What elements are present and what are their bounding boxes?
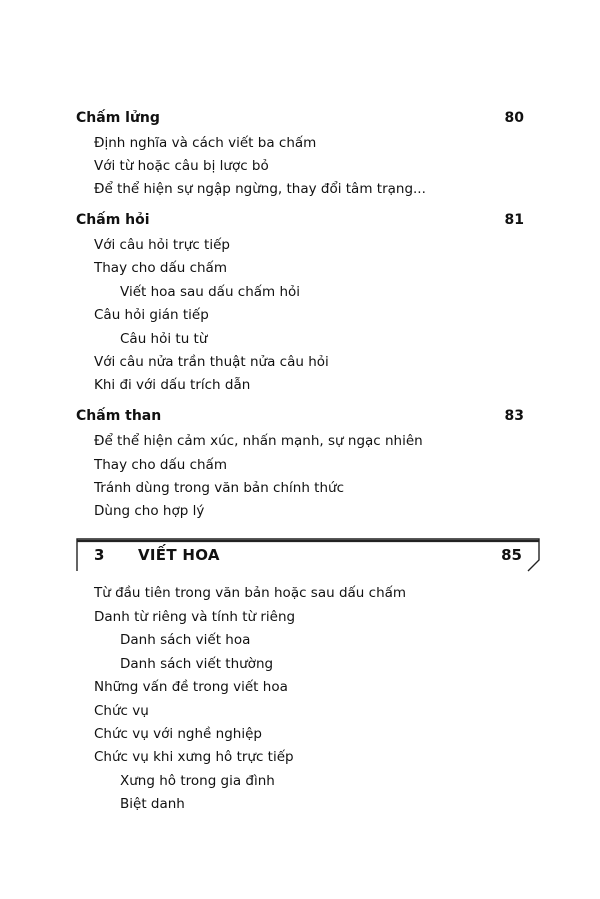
- toc-entry: Danh từ riêng và tính từ riêng: [94, 609, 296, 625]
- toc-entry: Từ đầu tiên trong văn bản hoặc sau dấu chấm: [94, 585, 407, 601]
- chapter-number: 3: [94, 546, 105, 564]
- section-page-number: 83: [504, 408, 524, 424]
- toc-entry: Để thể hiện cảm xúc, nhấn mạnh, sự ngạc nhiên: [94, 433, 423, 449]
- toc-entry: Chức vụ: [94, 703, 149, 719]
- toc-entry: Chức vụ với nghề nghiệp: [94, 726, 262, 742]
- section-title: Chấm hỏi: [76, 212, 150, 228]
- toc-entry: Thay cho dấu chấm: [94, 260, 227, 276]
- toc-entry: Với từ hoặc câu bị lược bỏ: [94, 158, 269, 174]
- chapter-banner: [76, 538, 540, 572]
- toc-entry: Câu hỏi gián tiếp: [94, 307, 209, 323]
- toc-subentry: Danh sách viết thường: [120, 656, 274, 672]
- toc-entry: Định nghĩa và cách viết ba chấm: [94, 135, 317, 151]
- toc-entry: Những vấn đề trong viết hoa: [94, 679, 288, 695]
- chapter-page-number: 85: [501, 546, 522, 564]
- chapter-title: VIẾT HOA: [138, 546, 220, 564]
- section-page-number: 80: [504, 110, 524, 126]
- toc-entry: Tránh dùng trong văn bản chính thức: [94, 480, 345, 496]
- toc-entry: Khi đi với dấu trích dẫn: [94, 377, 251, 393]
- toc-subentry: Danh sách viết hoa: [120, 632, 251, 648]
- toc-entry: Thay cho dấu chấm: [94, 457, 227, 473]
- toc-subentry: Câu hỏi tu từ: [120, 331, 208, 347]
- toc-subentry: Xưng hô trong gia đình: [120, 773, 275, 789]
- section-title: Chấm than: [76, 408, 162, 424]
- toc-subentry: Biệt danh: [120, 796, 185, 812]
- section-title: Chấm lửng: [76, 110, 160, 126]
- toc-subentry: Viết hoa sau dấu chấm hỏi: [120, 284, 301, 300]
- section-page-number: 81: [504, 212, 524, 228]
- toc-entry: Với câu nửa trần thuật nửa câu hỏi: [94, 354, 329, 370]
- toc-entry: Để thể hiện sự ngập ngừng, thay đổi tâm trạng...: [94, 181, 426, 197]
- toc-entry: Với câu hỏi trực tiếp: [94, 237, 230, 253]
- toc-entry: Dùng cho hợp lý: [94, 503, 205, 519]
- toc-entry: Chức vụ khi xưng hô trực tiếp: [94, 749, 294, 765]
